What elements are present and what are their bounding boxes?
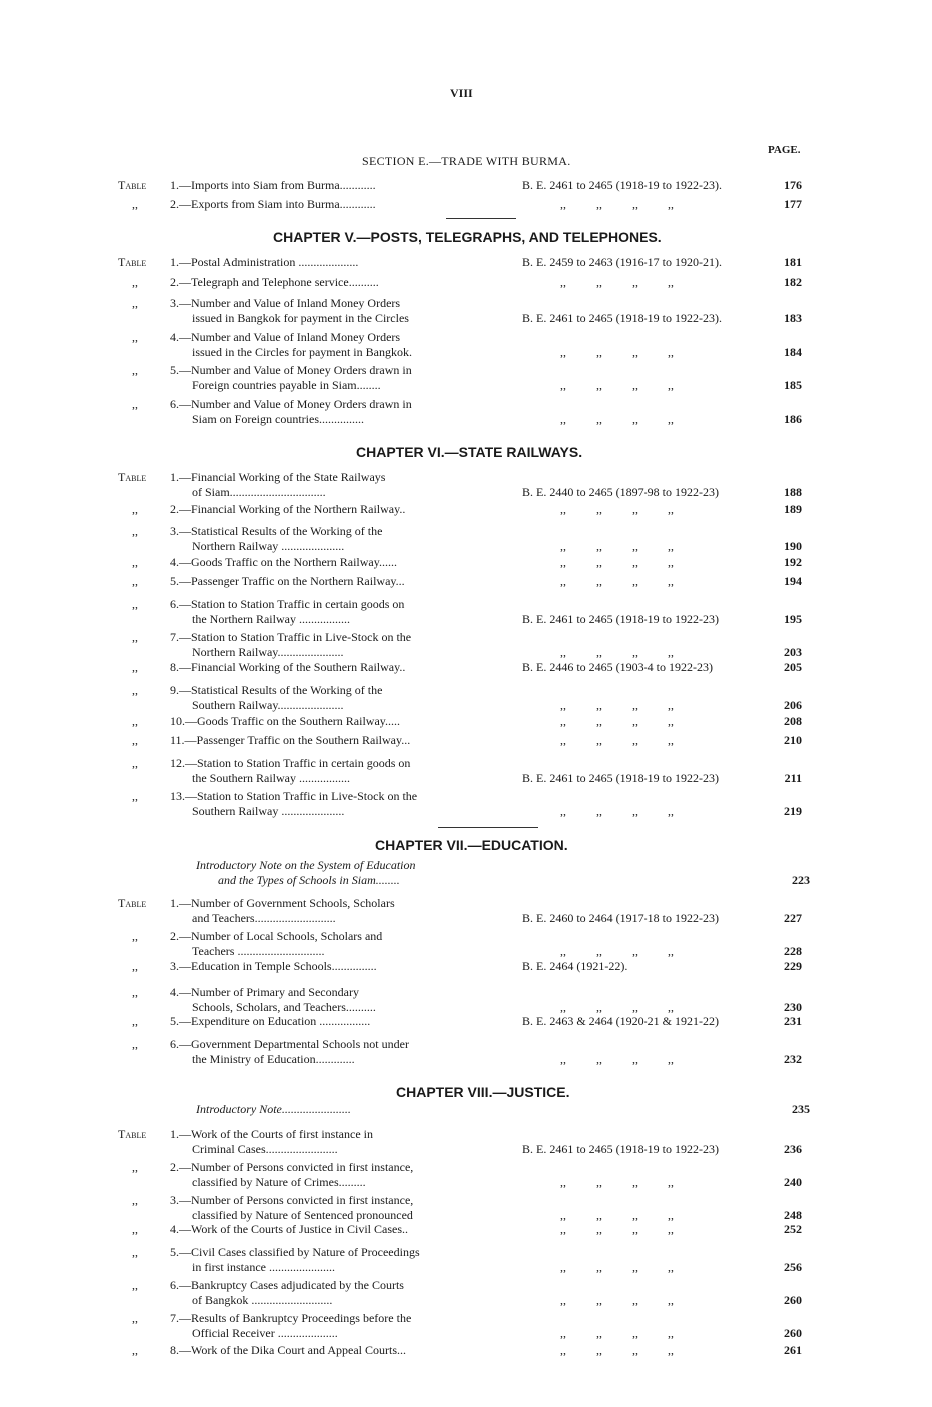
page-ref: 227 (784, 911, 802, 925)
table-label: ,, (132, 789, 138, 803)
entry-line: 4.—Number and Value of Inland Money Orders (170, 330, 401, 344)
period: ,, ,, ,, ,, (560, 1175, 674, 1189)
page-ref: 208 (784, 714, 802, 728)
entry-line: 11.—Passenger Traffic on the Southern Railway... (170, 733, 411, 747)
page-ref: 190 (784, 539, 802, 553)
page-ref: 206 (784, 698, 802, 712)
page-ref: 230 (784, 1000, 802, 1014)
page-ref: 194 (784, 574, 802, 588)
entry-line: 6.—Government Departmental Schools not under (170, 1037, 409, 1051)
period: B. E. 2459 to 2463 (1916-17 to 1920-21). (522, 255, 722, 269)
intro-note (196, 858, 416, 888)
entry-line: 5.—Passenger Traffic on the Northern Railway... (170, 574, 405, 588)
page-ref: 184 (784, 345, 802, 359)
entry-title (170, 714, 400, 729)
table-label: Table (118, 255, 147, 269)
period: ,, ,, ,, ,, (560, 345, 674, 359)
page-ref: 236 (784, 1142, 802, 1156)
entry-line: 2.—Financial Working of the Northern Railway.. (170, 502, 406, 516)
intro-line: Introductory Note on the System of Education (196, 858, 416, 872)
entry-title (170, 574, 405, 589)
table-label: Table (118, 1127, 147, 1141)
entry-line: the Northern Railway ................. (192, 612, 350, 626)
entry-title (170, 470, 385, 500)
period: B. E. 2460 to 2464 (1917-18 to 1922-23) (522, 911, 719, 925)
entry-line: 6.—Bankruptcy Cases adjudicated by the Courts (170, 1278, 404, 1292)
entry-line: issued in the Circles for payment in Bangkok. (192, 345, 412, 359)
table-label: Table (118, 896, 147, 910)
entry-line: of Bangkok ........................... (192, 1293, 333, 1307)
page-ref: 210 (784, 733, 802, 747)
table-label: ,, (132, 1222, 138, 1236)
period: ,, ,, ,, ,, (560, 275, 674, 289)
page-ref: 195 (784, 612, 802, 626)
table-label: Table (118, 470, 147, 484)
page-ref: 219 (784, 804, 802, 818)
entry-title (170, 1343, 406, 1358)
page-ref: 192 (784, 555, 802, 569)
table-label: ,, (132, 197, 138, 211)
section-heading: CHAPTER VI.—STATE RAILWAYS. (356, 444, 583, 460)
entry-line: 8.—Work of the Dika Court and Appeal Courts... (170, 1343, 406, 1357)
table-label: ,, (132, 524, 138, 538)
period: ,, ,, ,, ,, (560, 197, 674, 211)
page-ref: 235 (792, 1102, 810, 1116)
entry-line: in first instance ...................... (192, 1260, 335, 1274)
entry-line: 3.—Number and Value of Inland Money Orders (170, 296, 401, 310)
entry-line: 7.—Station to Station Traffic in Live-Stock on the (170, 630, 412, 644)
entry-title (170, 733, 410, 748)
table-label: ,, (132, 574, 138, 588)
period: ,, ,, ,, ,, (560, 412, 674, 426)
table-label: ,, (132, 683, 138, 697)
period: ,, ,, ,, ,, (560, 1343, 674, 1357)
entry-line: 2.—Telegraph and Telephone service.......... (170, 275, 379, 289)
table-label: ,, (132, 1037, 138, 1051)
entry-title (170, 1037, 409, 1067)
entry-line: 2.—Exports from Siam into Burma............ (170, 197, 376, 211)
section-heading: CHAPTER VIII.—JUSTICE. (396, 1084, 570, 1100)
table-label: ,, (132, 363, 138, 377)
period: ,, ,, ,, ,, (560, 1293, 674, 1307)
entry-line: 12.—Station to Station Traffic in certain goods on (170, 756, 411, 770)
entry-title (170, 1278, 404, 1308)
entry-line: 1.—Financial Working of the State Railways (170, 470, 386, 484)
intro-line: Introductory Note....................... (196, 1102, 351, 1116)
entry-title (170, 1014, 370, 1029)
page-ref: 181 (784, 255, 802, 269)
entry-line: 6.—Number and Value of Money Orders drawn in (170, 397, 412, 411)
entry-title (170, 1245, 420, 1275)
entry-line: 5.—Expenditure on Education ................. (170, 1014, 371, 1028)
period: B. E. 2461 to 2465 (1918-19 to 1922-23) (522, 771, 719, 785)
period: ,, ,, ,, ,, (560, 645, 674, 659)
entry-title (170, 789, 417, 819)
entry-line: Official Receiver .................... (192, 1326, 338, 1340)
entry-line: 2.—Number of Local Schools, Scholars and (170, 929, 383, 943)
page-ref: 189 (784, 502, 802, 516)
entry-line: 4.—Number of Primary and Secondary (170, 985, 359, 999)
period: ,, ,, ,, ,, (560, 1000, 674, 1014)
page-ref: 223 (792, 873, 810, 887)
entry-title (170, 1222, 408, 1237)
entry-title (170, 1127, 373, 1157)
page-ref: 228 (784, 944, 802, 958)
entry-line: the Southern Railway ................. (192, 771, 350, 785)
table-label: ,, (132, 597, 138, 611)
table-label: ,, (132, 1245, 138, 1259)
page-ref: 232 (784, 1052, 802, 1066)
table-label: ,, (132, 275, 138, 289)
period: ,, ,, ,, ,, (560, 714, 674, 728)
page-ref: 176 (784, 178, 802, 192)
entry-title (170, 660, 405, 675)
section-divider (438, 827, 538, 828)
entry-title (170, 275, 379, 290)
entry-title (170, 197, 376, 212)
period: B. E. 2461 to 2465 (1918-19 to 1922-23) (522, 612, 719, 626)
entry-line: 9.—Statistical Results of the Working of the (170, 683, 383, 697)
table-label: ,, (132, 1160, 138, 1174)
table-label: ,, (132, 502, 138, 516)
table-label: ,, (132, 1311, 138, 1325)
entry-title (170, 630, 411, 660)
period: B. E. 2461 to 2465 (1918-19 to 1922-23) (522, 1142, 719, 1156)
entry-line: 3.—Education in Temple Schools............... (170, 959, 377, 973)
page-column-header: PAGE. (768, 144, 801, 156)
entry-title (170, 756, 410, 786)
entry-title (170, 330, 412, 360)
entry-line: 8.—Financial Working of the Southern Railway.. (170, 660, 406, 674)
entry-title (170, 296, 409, 326)
entry-line: 3.—Number of Persons convicted in first instance, (170, 1193, 414, 1207)
table-label: ,, (132, 397, 138, 411)
page-ref: 260 (784, 1293, 802, 1307)
page-ref: 182 (784, 275, 802, 289)
table-label: ,, (132, 959, 138, 973)
period: ,, ,, ,, ,, (560, 555, 674, 569)
entry-title (170, 985, 376, 1015)
table-label: ,, (132, 660, 138, 674)
table-label: Table (118, 178, 147, 192)
entry-title (170, 363, 412, 393)
page-ref: 260 (784, 1326, 802, 1340)
section-heading: CHAPTER VII.—EDUCATION. (375, 837, 568, 853)
period: ,, ,, ,, ,, (560, 733, 674, 747)
page-ref: 183 (784, 311, 802, 325)
period: B. E. 2461 to 2465 (1918-19 to 1922-23). (522, 178, 722, 192)
period: B. E. 2463 & 2464 (1920-21 & 1921-22) (522, 1014, 719, 1028)
period: ,, ,, ,, ,, (560, 1208, 674, 1222)
entry-line: and Teachers........................... (192, 911, 336, 925)
period: ,, ,, ,, ,, (560, 1260, 674, 1274)
table-label: ,, (132, 756, 138, 770)
entry-title (170, 397, 412, 427)
table-label: ,, (132, 1278, 138, 1292)
table-label: ,, (132, 1343, 138, 1357)
period: ,, ,, ,, ,, (560, 574, 674, 588)
entry-line: Southern Railway...................... (192, 698, 344, 712)
entry-title (170, 255, 358, 270)
period: ,, ,, ,, ,, (560, 378, 674, 392)
entry-line: 1.—Work of the Courts of first instance in (170, 1127, 373, 1141)
page-number: VIII (450, 86, 473, 100)
table-label: ,, (132, 733, 138, 747)
page-ref: 252 (784, 1222, 802, 1236)
entry-line: Siam on Foreign countries............... (192, 412, 364, 426)
table-label: ,, (132, 929, 138, 943)
intro-note (196, 1102, 351, 1117)
entry-line: 7.—Results of Bankruptcy Proceedings before the (170, 1311, 412, 1325)
entry-title (170, 683, 382, 713)
entry-line: Northern Railway ..................... (192, 539, 345, 553)
entry-line: Northern Railway...................... (192, 645, 344, 659)
entry-title (170, 555, 397, 570)
entry-title (170, 1193, 413, 1223)
period: ,, ,, ,, ,, (560, 1326, 674, 1340)
page-ref: 211 (784, 771, 802, 785)
entry-title (170, 502, 405, 517)
entry-line: 1.—Number of Government Schools, Scholars (170, 896, 395, 910)
entry-title (170, 896, 395, 926)
entry-line: 2.—Number of Persons convicted in first instance, (170, 1160, 414, 1174)
table-label: ,, (132, 330, 138, 344)
intro-line: and the Types of Schools in Siam........ (218, 873, 400, 887)
page-ref: 186 (784, 412, 802, 426)
entry-line: 5.—Civil Cases classified by Nature of Proceedings (170, 1245, 420, 1259)
entry-line: 1.—Postal Administration .................... (170, 255, 359, 269)
entry-line: issued in Bangkok for payment in the Circles (192, 311, 409, 325)
page-ref: 229 (784, 959, 802, 973)
entry-line: 13.—Station to Station Traffic in Live-Stock on the (170, 789, 418, 803)
entry-title (170, 1311, 411, 1341)
table-label: ,, (132, 1193, 138, 1207)
page-ref: 188 (784, 485, 802, 499)
period: B. E. 2446 to 2465 (1903-4 to 1922-23) (522, 660, 713, 674)
entry-line: 10.—Goods Traffic on the Southern Railway..... (170, 714, 400, 728)
entry-line: 4.—Goods Traffic on the Northern Railway...... (170, 555, 397, 569)
table-label: ,, (132, 1014, 138, 1028)
section-divider (446, 218, 516, 219)
page-ref: 231 (784, 1014, 802, 1028)
entry-line: classified by Nature of Crimes......... (192, 1175, 366, 1189)
period: B. E. 2464 (1921-22). (522, 959, 628, 973)
entry-title (170, 929, 382, 959)
table-label: ,, (132, 714, 138, 728)
entry-title (170, 178, 376, 193)
entry-line: 6.—Station to Station Traffic in certain goods on (170, 597, 405, 611)
page-ref: 256 (784, 1260, 802, 1274)
entry-line: Foreign countries payable in Siam........ (192, 378, 381, 392)
page-ref: 248 (784, 1208, 802, 1222)
section-heading: CHAPTER V.—POSTS, TELEGRAPHS, AND TELEPHONES. (273, 229, 662, 245)
entry-line: of Siam................................ (192, 485, 326, 499)
page-ref: 203 (784, 645, 802, 659)
page-ref: 177 (784, 197, 802, 211)
table-label: ,, (132, 985, 138, 999)
entry-line: 1.—Imports into Siam from Burma............ (170, 178, 376, 192)
entry-line: 5.—Number and Value of Money Orders drawn in (170, 363, 412, 377)
page-ref: 185 (784, 378, 802, 392)
entry-title (170, 524, 382, 554)
entry-line: Criminal Cases........................ (192, 1142, 338, 1156)
entry-title (170, 959, 377, 974)
period: B. E. 2440 to 2465 (1897-98 to 1922-23) (522, 485, 719, 499)
period: ,, ,, ,, ,, (560, 698, 674, 712)
entry-title (170, 1160, 413, 1190)
entry-line: the Ministry of Education............. (192, 1052, 355, 1066)
page-ref: 261 (784, 1343, 802, 1357)
entry-line: Schools, Scholars, and Teachers.......... (192, 1000, 376, 1014)
page-ref: 205 (784, 660, 802, 674)
page-ref: 240 (784, 1175, 802, 1189)
section-heading: SECTION E.—TRADE WITH BURMA. (362, 154, 571, 168)
period: ,, ,, ,, ,, (560, 502, 674, 516)
entry-line: classified by Nature of Sentenced pronounced (192, 1208, 413, 1222)
period: ,, ,, ,, ,, (560, 539, 674, 553)
entry-line: 4.—Work of the Courts of Justice in Civil Cases.. (170, 1222, 409, 1236)
period: ,, ,, ,, ,, (560, 944, 674, 958)
period: ,, ,, ,, ,, (560, 1222, 674, 1236)
period: ,, ,, ,, ,, (560, 1052, 674, 1066)
period: B. E. 2461 to 2465 (1918-19 to 1922-23). (522, 311, 722, 325)
entry-line: Teachers ............................. (192, 944, 325, 958)
table-label: ,, (132, 555, 138, 569)
entry-line: Southern Railway ..................... (192, 804, 345, 818)
period: ,, ,, ,, ,, (560, 804, 674, 818)
table-label: ,, (132, 630, 138, 644)
entry-title (170, 597, 404, 627)
entry-line: 3.—Statistical Results of the Working of the (170, 524, 383, 538)
table-label: ,, (132, 296, 138, 310)
